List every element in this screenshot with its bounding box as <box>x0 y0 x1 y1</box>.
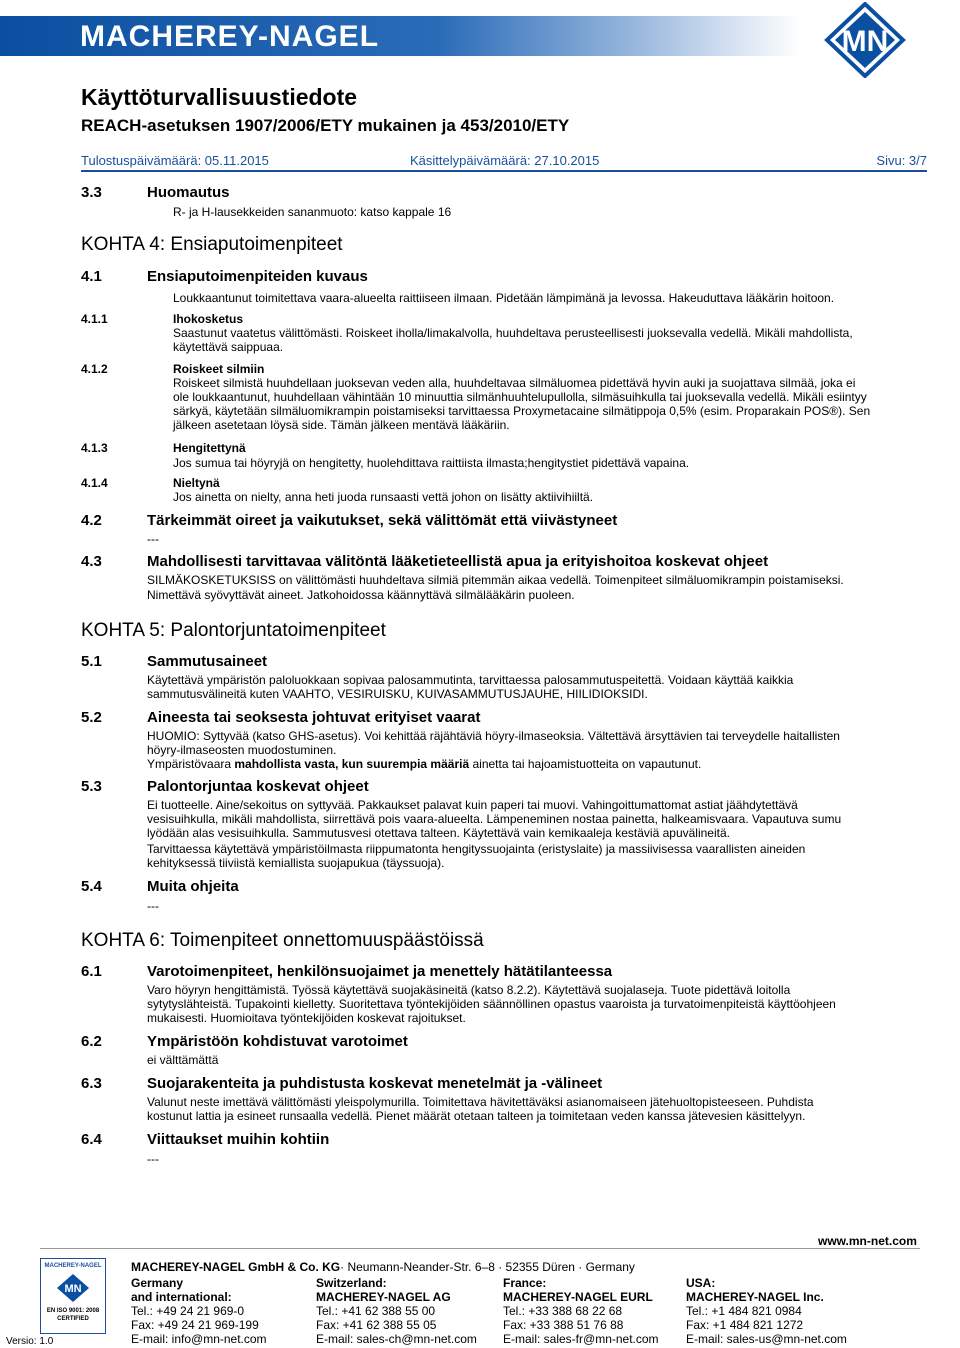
text-line <box>147 757 701 771</box>
text-line: kostunut lattia ja esineet runsaalla vedellä. Pienet määrät otetaan talteen ja toimitetaan veden kanssa jätevesien käsittelyyn. <box>147 1109 806 1123</box>
text-run: Ympäristövaara <box>147 757 235 771</box>
print-date: Tulostuspäivämäärä: 05.11.2015 <box>81 153 269 168</box>
text-line: HUOMIO: Syttyvää (katso GHS-asetus). Voi kehittää räjähtäviä höyry-ilmaseoksia. Vältettävä ärsyttävien tai terveydelle haitallisten <box>147 729 840 743</box>
footer-email[interactable]: E-mail: sales-us@mn-net.com <box>686 1332 847 1346</box>
section-text: --- <box>147 532 159 546</box>
footer-tel: Tel.: +1 484 821 0984 <box>686 1304 802 1318</box>
company-address: · Neumann-Neander-Str. 6–8 · 52355 Düren · Germany <box>340 1260 635 1274</box>
subsection-heading: Roiskeet silmiin <box>173 362 265 376</box>
footer-email[interactable]: E-mail: sales-fr@mn-net.com <box>503 1332 659 1346</box>
section-text: --- <box>147 899 159 913</box>
subsection-heading: Hengitettynä <box>173 441 246 455</box>
section-text: R- ja H-lausekkeiden sananmuoto: katso kappale 16 <box>173 205 452 219</box>
footer-col-heading: USA: <box>686 1276 716 1290</box>
page-number: Sivu: 3/7 <box>876 153 927 168</box>
text-line: Valunut neste imettävä välittömästi yleispolymurilla. Toimitettava hävitettäväksi asianomaiseen jätehuoltopisteeseen. Puhdista <box>147 1095 814 1109</box>
section-heading: Varotoimenpiteet, henkilönsuojaimet ja menettely hätätilanteessa <box>147 963 613 980</box>
iso-certificate-badge <box>40 1258 106 1334</box>
text-line: särkyä, käytetään silmäluomikrampin poistamiseksi tarvittaessa Proxymetacaine silmätippoja 0,5% (esim. Proparakain POS®). Sen <box>173 404 871 418</box>
text-line: lyödään alas vesisuihkulla. Sammutusvesi otettava talteen. Käytettävä vain kemikaaleja kestäviä apuvälineitä. <box>147 826 730 840</box>
text-run-bold: mahdollista vasta, kun suurempia määriä <box>234 757 470 771</box>
header-rule <box>81 170 927 172</box>
text-line: Saastunut vaatetus välittömästi. Roiskeet iholla/limakalvolla, huuhdeltava perusteellisesti juoksevalla vedellä. Mikäli mahdollista, <box>173 326 853 340</box>
section-number: 6.4 <box>81 1131 102 1148</box>
section-text: Loukkaantunut toimitettava vaara-alueelta raittiiseen ilmaan. Pidetään lämpimänä ja levossa. Hakeuduttava lääkärin hoitoon. <box>173 291 835 305</box>
text-line: sammutusvälineitä kuten VAAHTO, VESIRUISKU, KUIVASAMMUTUSJAUHE, HIILIDIOKSIDI. <box>147 687 648 701</box>
version-label: Versio: 1.0 <box>6 1336 54 1347</box>
text-line: höyry-ilmaseosten muodostuminen. <box>147 743 337 757</box>
text-line: vesisuihkulla, mikäli mahdollista, siirrettävä pois vaara-alueelta. Lämpeneminen nostaa painetta, halkeamisvaara. Vapautuva sumu <box>147 812 842 826</box>
document-title: Käyttöturvallisuustiedote <box>81 84 358 110</box>
footer-tel: Tel.: +41 62 388 55 00 <box>316 1304 436 1318</box>
section-number: 6.3 <box>81 1075 102 1092</box>
footer-col-subheading: MACHEREY-NAGEL Inc. <box>686 1290 824 1304</box>
section-number: 6.2 <box>81 1033 102 1050</box>
footer-col-heading: Germany <box>131 1276 184 1290</box>
section-heading: Viittaukset muihin kohtiin <box>147 1131 330 1148</box>
text-line: Roiskeet silmistä huuhdellaan juoksevan veden alla, huuhdeltavaa silmäluomea pidettävä hyvin auki ja suojattava silmää, joka ei <box>173 376 856 390</box>
section-heading: Muita ohjeita <box>147 878 239 895</box>
chapter-heading: KOHTA 5: Palontorjuntatoimenpiteet <box>81 620 386 641</box>
brand-header <box>0 0 960 80</box>
cert-text: EN ISO 9001: 2008 CERTIFIED <box>46 1308 100 1322</box>
text-line: Jos sumua tai höyryjä on hengitetty, huolehdittava raittiista ilmasta;hengitystiet pidettävä vapaina. <box>173 456 690 470</box>
document-subtitle: REACH-asetuksen 1907/2006/ETY mukainen ja 453/2010/ETY <box>81 116 570 135</box>
chapter-heading: KOHTA 6: Toimenpiteet onnettomuuspäästöissä <box>81 930 484 951</box>
section-number: 5.3 <box>81 778 102 795</box>
section-heading: Ympäristöön kohdistuvat varotoimet <box>147 1033 408 1050</box>
chapter-heading: KOHTA 4: Ensiaputoimenpiteet <box>81 234 343 255</box>
logo-text: MN <box>841 25 889 58</box>
section-text: --- <box>147 1152 159 1166</box>
section-number: 5.1 <box>81 653 102 670</box>
text-line: Ei tuotteelle. Aine/sekoitus on syttyvää. Pakkaukset palavat kuin paperi tai muovi. Vahingoittumattomat astiat jäähdytettävä <box>147 798 798 812</box>
section-number: 6.1 <box>81 963 102 980</box>
svg-text:MN: MN <box>64 1283 82 1295</box>
text-line: SILMÄKOSKETUKSISS on välittömästi huuhdeltava silmiä pitemmän aikaa vedellä. Toimenpiteet silmäluomikrampin poistamiseksi. <box>147 573 844 587</box>
subsection-heading: Nieltynä <box>173 476 220 490</box>
section-heading: Mahdollisesti tarvittavaa välitöntä lääketieteellistä apua ja erityishoitoa koskevat ohjeet <box>147 553 769 570</box>
subsection-heading: Ihokosketus <box>173 312 244 326</box>
footer-col-heading: Switzerland: <box>316 1276 387 1290</box>
footer-fax: Fax: +1 484 821 1272 <box>686 1318 804 1332</box>
footer-col-subheading: MACHEREY-NAGEL EURL <box>503 1290 653 1304</box>
subsection-number: 4.1.3 <box>81 441 108 455</box>
text-line: Tarvittaessa käytettävä ympäristöilmasta riippumatonta hengityssuojainta (eristyslaite) ja massiivisessa vaarallisten aineiden <box>147 842 806 856</box>
footer-fax: Fax: +33 388 51 76 88 <box>503 1318 624 1332</box>
processing-date: Käsittelypäivämäärä: 27.10.2015 <box>410 153 600 168</box>
brand-name: MACHEREY-NAGEL <box>80 20 380 53</box>
section-number: 4.1 <box>81 268 102 285</box>
footer-tel: Tel.: +49 24 21 969-0 <box>131 1304 245 1318</box>
text-line: ole loukkaantunut, huuhdellaan vähintään 10 minuuttia silmänhuuhtelupullolla, silmäsuihkulla tai juoksevalla vedellä. Mikäli esiintyy <box>173 390 867 404</box>
mn-logo <box>790 2 940 78</box>
section-number: 4.3 <box>81 553 102 570</box>
section-text: ei välttämättä <box>147 1053 219 1067</box>
text-line: Jos ainetta on nielty, anna heti juoda runsaasti vettä johon on lisätty aktiivihiiltä. <box>173 490 594 504</box>
text-line: Varo höyryn hengittämistä. Työssä käytettävä suojakäsineitä (katso 8.2.2). Käytettävä suojalaseja. Tuote pidettävä loitolla <box>147 983 791 997</box>
website-link[interactable]: www.mn-net.com <box>818 1234 917 1248</box>
footer-rule <box>40 1248 920 1249</box>
subsection-number: 4.1.1 <box>81 312 108 326</box>
text-run: ainetta tai hajoamistuotteita on vapautunut. <box>469 757 702 771</box>
cert-brand: MACHEREY-NAGEL <box>44 1263 102 1269</box>
section-number: 5.4 <box>81 878 102 895</box>
footer-fax: Fax: +49 24 21 969-199 <box>131 1318 259 1332</box>
text-line: Nimettävä syövyttävät aineet. Jatkohoidossa käännyttävä silmälääkärin puoleen. <box>147 588 575 602</box>
section-heading: Tärkeimmät oireet ja vaikutukset, sekä välittömät että viivästyneet <box>147 512 618 529</box>
section-heading: Ensiaputoimenpiteiden kuvaus <box>147 268 368 285</box>
section-heading: Huomautus <box>147 184 230 201</box>
footer-col-heading: France: <box>503 1276 547 1290</box>
section-heading: Suojarakenteita ja puhdistusta koskevat menetelmät ja -välineet <box>147 1075 603 1092</box>
footer-tel: Tel.: +33 388 68 22 68 <box>503 1304 623 1318</box>
section-number: 5.2 <box>81 709 102 726</box>
section-number: 4.2 <box>81 512 102 529</box>
subsection-number: 4.1.4 <box>81 476 108 490</box>
text-line: jälkeen asetetaan löysä side. Tämän jälkeen mentävä lääkäriin. <box>173 418 510 432</box>
section-heading: Aineesta tai seoksesta johtuvat erityiset vaarat <box>147 709 481 726</box>
section-number: 3.3 <box>81 184 102 201</box>
company-name: MACHEREY-NAGEL GmbH & Co. KG <box>131 1260 341 1274</box>
section-heading: Sammutusaineet <box>147 653 268 670</box>
subsection-number: 4.1.2 <box>81 362 108 376</box>
text-line: mukaisesti. Huomioitava työntekijöiden koskevat rajoitukset. <box>147 1011 466 1025</box>
footer-email[interactable]: E-mail: sales-ch@mn-net.com <box>316 1332 477 1346</box>
text-line: kehityksessä tiiviistä kemiallista suojapukua (täyssuoja). <box>147 856 445 870</box>
mn-cert-logo-icon <box>55 1273 91 1303</box>
footer-fax: Fax: +41 62 388 55 05 <box>316 1318 437 1332</box>
text-line: sytytyslähteistä. Tupakointi kielletty. Suoritettava työntekijöiden säännöllinen opastus vaaroista ja turvatoimenpiteistä käyttöohjeen <box>147 997 836 1011</box>
company-line <box>131 1260 635 1274</box>
footer-col-subheading: and international: <box>131 1290 232 1304</box>
footer-col-subheading: MACHEREY-NAGEL AG <box>316 1290 451 1304</box>
section-heading: Palontorjuntaa koskevat ohjeet <box>147 778 369 795</box>
footer-email[interactable]: E-mail: info@mn-net.com <box>131 1332 267 1346</box>
text-line: Käytettävä ympäristön paloluokkaan sopivaa palosammutinta, tarvittaessa palosammutuspeitettä. Voidaan käyttää kaikkia <box>147 673 794 687</box>
text-line: käytettävä saippuaa. <box>173 340 284 354</box>
